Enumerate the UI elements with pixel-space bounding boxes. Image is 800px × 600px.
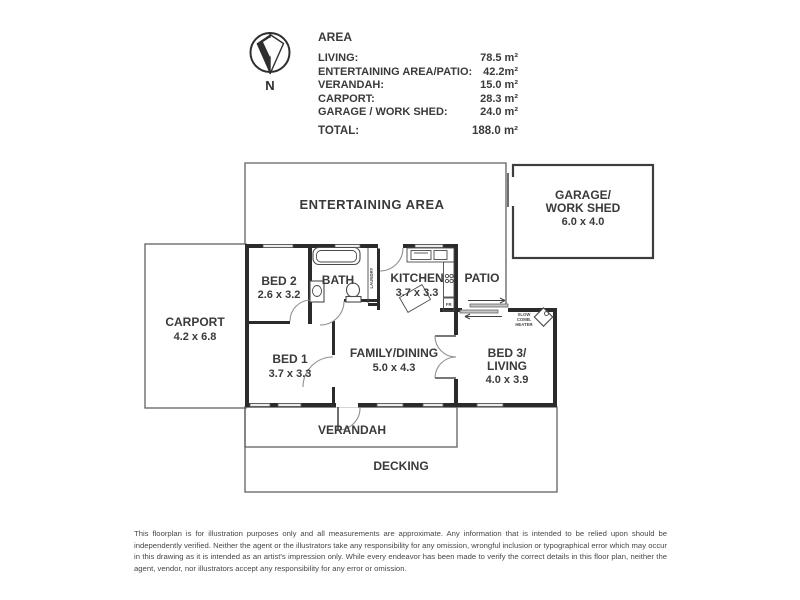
wall-bed1-family xyxy=(332,387,335,405)
kitchen-dims: 3.7 x 3.3 xyxy=(395,287,439,299)
bed3-door-arc xyxy=(435,336,456,357)
toilet-tank xyxy=(346,297,361,303)
bath-door-arc xyxy=(320,301,344,325)
verandah-label: VERANDAH xyxy=(317,423,387,437)
wall-laundry-bottom xyxy=(368,303,377,306)
garage-label2: WORK SHED xyxy=(545,201,621,215)
legend-label: CARPORT: xyxy=(318,92,375,105)
bed2-dims: 2.6 x 3.2 xyxy=(257,289,301,301)
window xyxy=(477,404,503,407)
fridge-label: FR xyxy=(445,302,452,307)
slide-arrow-right xyxy=(468,298,505,303)
legend-value: 15.0 m² xyxy=(480,79,518,91)
bed2-door-arc xyxy=(290,300,311,321)
laundry-label: LAUNDRY xyxy=(369,267,374,289)
kitchen-sink-drainer xyxy=(434,251,447,260)
bed1-dims: 3.7 x 3.3 xyxy=(268,368,312,380)
wall-bed2-bed1 xyxy=(245,321,290,324)
window xyxy=(423,404,443,407)
stove-burner xyxy=(450,279,453,282)
kitchen-door-opening xyxy=(378,244,403,249)
bed3-door-arc xyxy=(435,357,456,378)
garage-door-opening xyxy=(512,177,516,206)
legend-value: 78.5 m² xyxy=(480,52,518,64)
wall-bed1-family xyxy=(332,321,335,355)
sliding-door-panel xyxy=(460,310,498,313)
window xyxy=(415,245,443,248)
legend-value: 24.0 m² xyxy=(480,106,518,118)
decking-outline xyxy=(245,407,557,492)
area-legend-title: AREA xyxy=(318,30,353,44)
verandah-door-opening xyxy=(336,403,358,408)
wall-segment xyxy=(458,403,557,407)
garage-label: GARAGE/ xyxy=(554,188,612,202)
stove-burner xyxy=(445,274,448,277)
legend-label: ENTERTAINING AREA/PATIO: xyxy=(318,65,473,78)
legend-total-value: 188.0 m² xyxy=(471,124,518,137)
kitchen-door-arc xyxy=(380,248,403,271)
legend-value: 28.3 m² xyxy=(480,92,518,105)
wall-segment xyxy=(245,244,249,407)
legend-total-label: TOTAL: xyxy=(318,124,360,137)
decking-label: DECKING xyxy=(373,459,429,473)
stove-burner xyxy=(450,274,453,277)
family-label: FAMILY/DINING xyxy=(349,346,439,360)
window xyxy=(278,404,301,407)
sliding-door-panel xyxy=(470,304,508,307)
entertaining-label: ENTERTAINING AREA xyxy=(299,197,445,212)
stove-burner xyxy=(445,279,448,282)
wall-segment xyxy=(454,244,458,312)
wall-kitchen-left xyxy=(377,244,380,310)
bath-label: BATH xyxy=(321,273,355,287)
legend-label: GARAGE / WORK SHED: xyxy=(318,106,448,118)
legend-label: VERANDAH: xyxy=(318,79,384,91)
family-dims: 5.0 x 4.3 xyxy=(372,362,416,374)
carport-dims: 4.2 x 6.8 xyxy=(173,331,217,343)
disclaimer-text: This floorplan is for illustration purposes only and all measurements are approximate. Any information that is intended to be relied upon should be independently verified. Neither the agent or the illustrators take any responsibility for any omission, wrongful inclusion or typographical error which may occur in this drawing as it is intended as an artist's impression only. While every endeavor has been made to verify the correct details in this floor plan, neither the agent, vendor, nor illustrators accept any responsibility for any error or omission. xyxy=(134,529,667,573)
heater-label3: HEATER xyxy=(515,322,533,327)
patio-label: PATIO xyxy=(464,271,500,285)
bed3-dims: 4.0 x 3.9 xyxy=(485,374,529,386)
slide-arrow-left xyxy=(465,314,502,319)
kitchen-label: KITCHEN xyxy=(390,271,444,285)
carport-label: CARPORT xyxy=(165,315,225,329)
bed3-label: BED 3/ xyxy=(487,346,527,360)
heater-label2: COMB. xyxy=(516,317,532,322)
legend-label: LIVING: xyxy=(318,52,359,64)
window xyxy=(263,245,293,248)
window xyxy=(377,404,403,407)
window xyxy=(250,404,270,407)
kitchen-sink xyxy=(411,251,431,260)
legend-value: 42.2m² xyxy=(483,65,518,78)
wall-segment xyxy=(553,308,557,407)
compass-north-label: N xyxy=(265,78,275,93)
bed3-label2: LIVING xyxy=(486,359,528,373)
bed2-label: BED 2 xyxy=(261,274,297,288)
garage-dims: 6.0 x 4.0 xyxy=(561,216,605,228)
heater-label: SLOW xyxy=(517,312,531,317)
bed1-label: BED 1 xyxy=(272,352,308,366)
